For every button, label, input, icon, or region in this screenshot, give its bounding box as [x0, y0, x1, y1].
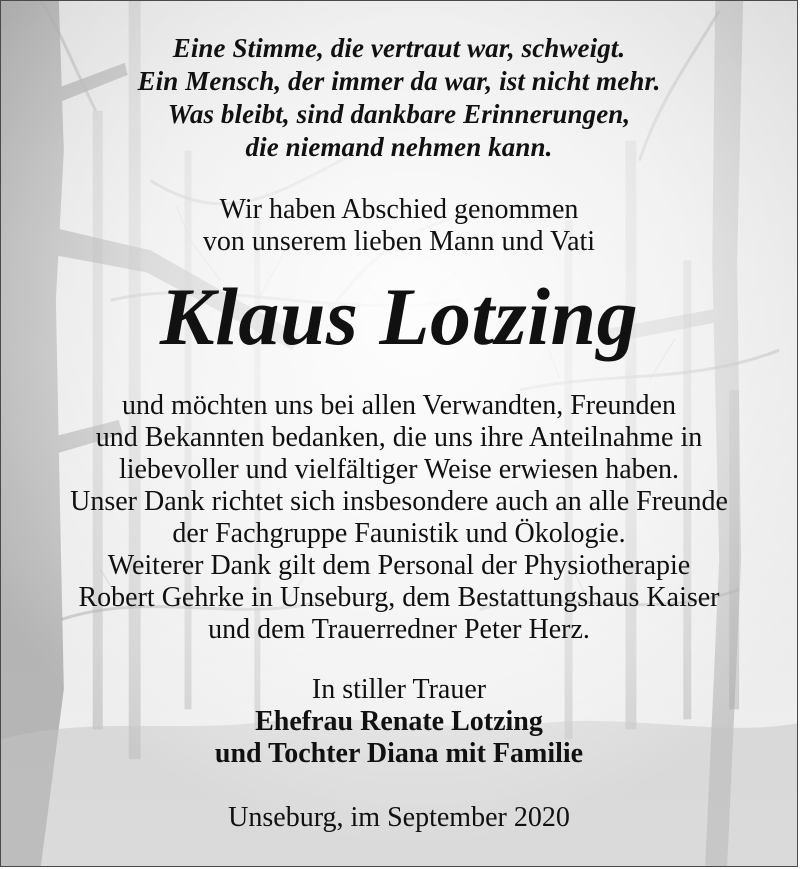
- poem-line: Eine Stimme, die vertraut war, schweigt.: [172, 33, 626, 63]
- thanks-line: Weiterer Dank gilt dem Personal der Physiotherapie: [107, 550, 691, 581]
- thanks-line: und Bekannten bedanken, die uns ihre Anteilnahme in: [95, 422, 703, 453]
- mourning-line: In stiller Trauer: [311, 674, 487, 705]
- intro-line: von unserem lieben Mann und Vati: [202, 226, 596, 257]
- intro-line: Wir haben Abschied genommen: [219, 194, 579, 225]
- thanks-line: und möchten uns bei allen Verwandten, Freunden: [122, 390, 676, 421]
- poem-line: die niemand nehmen kann.: [245, 132, 553, 162]
- family-line: Ehefrau Renate Lotzing: [255, 706, 543, 737]
- poem-line: Ein Mensch, der immer da war, ist nicht mehr.: [137, 66, 661, 96]
- thanks-line: und dem Trauerredner Peter Herz.: [208, 614, 590, 645]
- family-line: und Tochter Diana mit Familie: [214, 738, 584, 769]
- thanks-line: der Fachgruppe Faunistik und Ökologie.: [172, 518, 626, 549]
- poem-line: Was bleibt, sind dankbare Erinnerungen,: [167, 99, 631, 129]
- thanks-line: Robert Gehrke in Unseburg, dem Bestattungshaus Kaiser: [78, 582, 720, 613]
- notice-text: [1, 1, 797, 866]
- thanks-line: liebevoller und vielfältiger Weise erwiesen haben.: [118, 454, 680, 485]
- place-date: Unseburg, im September 2020: [228, 802, 570, 833]
- deceased-name: Klaus Lotzing: [159, 271, 639, 362]
- thanks-line: Unser Dank richtet sich insbesondere auch an alle Freunde: [70, 486, 728, 517]
